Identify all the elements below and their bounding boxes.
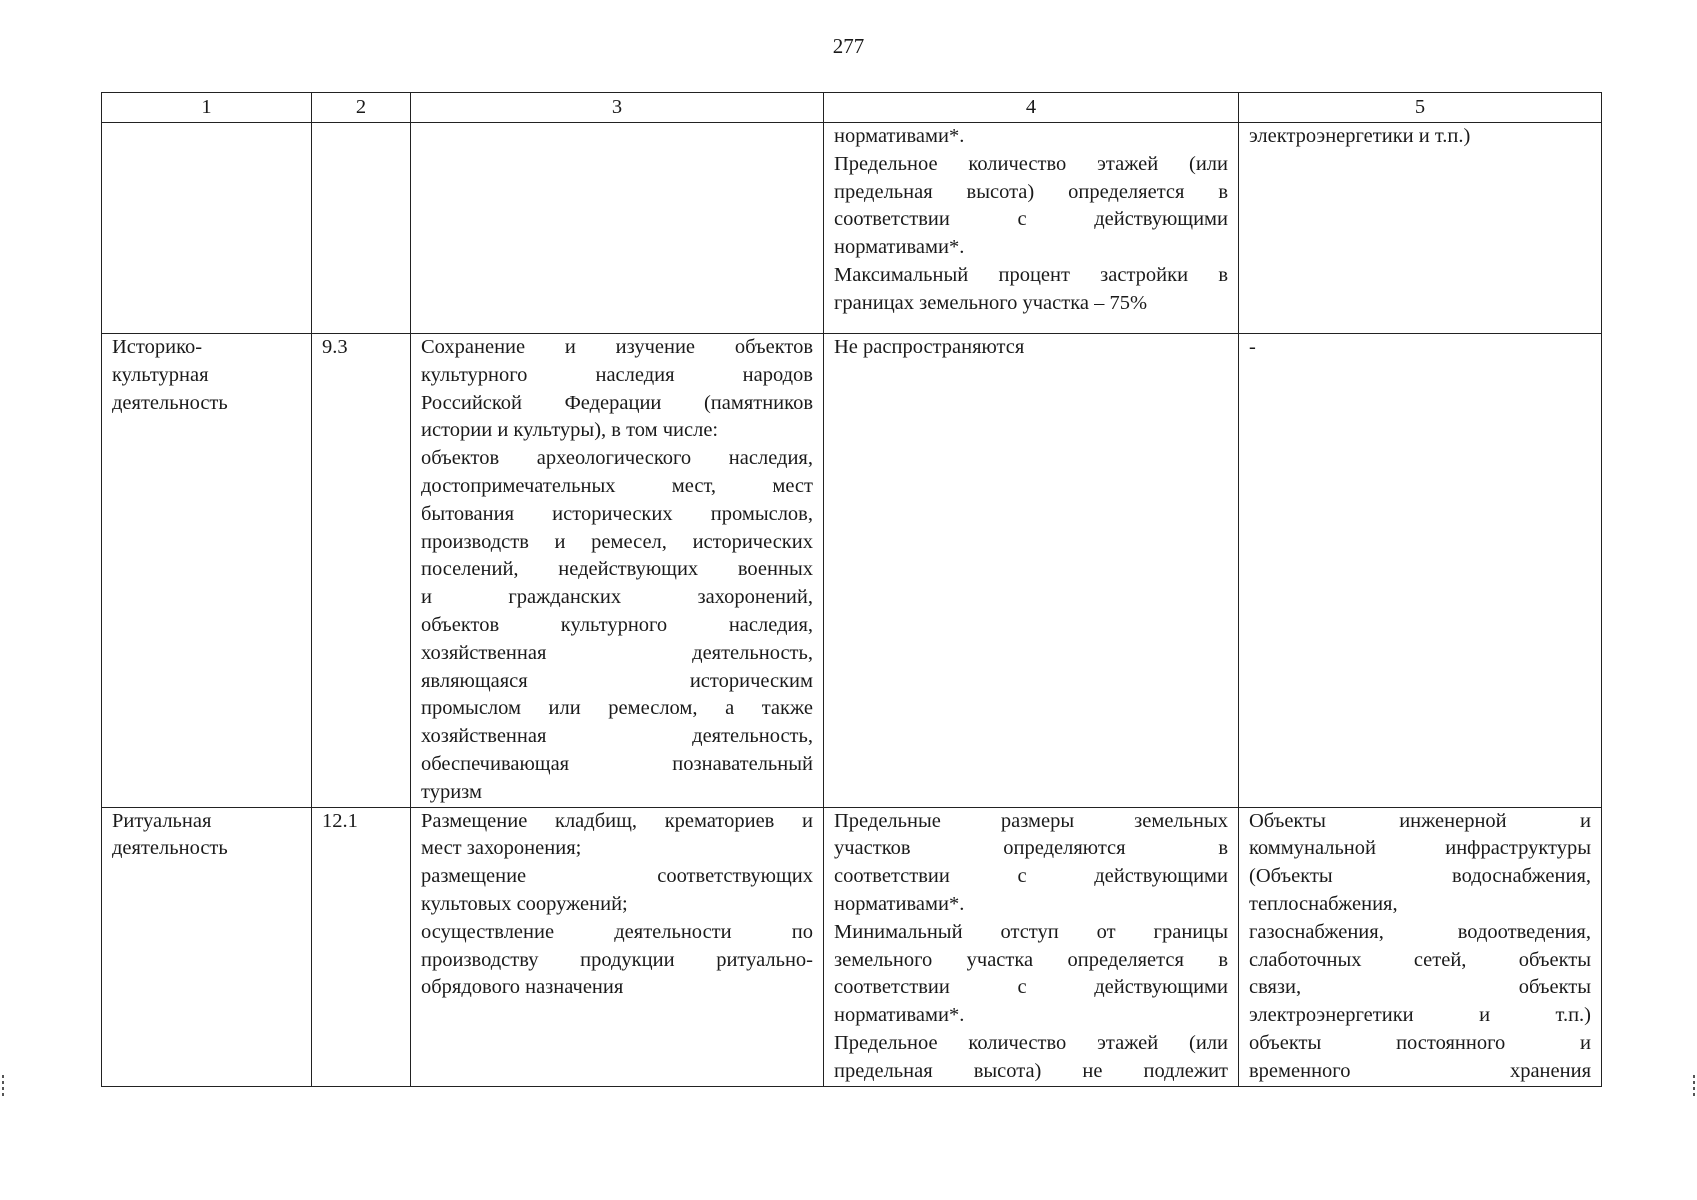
use-type-cell bbox=[102, 123, 312, 334]
parameters-cell bbox=[824, 123, 1239, 334]
text-line: Максимальный процент застройки в bbox=[834, 263, 1228, 286]
text-line: нормативами*. bbox=[834, 1004, 965, 1027]
text-line: предельная высота) не подлежит bbox=[834, 1059, 1228, 1082]
text-line: участков определяются в bbox=[834, 837, 1228, 860]
column-header-1: 1 bbox=[102, 93, 312, 123]
use-description-cell bbox=[411, 334, 824, 808]
use-code-cell: 9.3 bbox=[312, 334, 411, 808]
infrastructure-cell: - bbox=[1239, 334, 1602, 808]
text-line: газоснабжения, водоотведения, bbox=[1249, 920, 1591, 943]
table-row-continuation bbox=[102, 123, 1602, 334]
text-line: Предельные размеры земельных bbox=[834, 809, 1228, 832]
text-line: Предельное количество этажей (или bbox=[834, 1031, 1228, 1054]
text-line: земельного участка определяется в bbox=[834, 948, 1228, 971]
text-line: промыслом или ремеслом, а также bbox=[421, 697, 813, 720]
text-line: электроэнергетики и т.п.) bbox=[1249, 1004, 1591, 1027]
text-line: деятельность bbox=[112, 837, 228, 860]
zoning-regulations-table bbox=[101, 92, 1602, 1087]
column-header-5: 5 bbox=[1239, 93, 1602, 123]
text-line: соответствии с действующими bbox=[834, 976, 1228, 999]
text-line: границах земельного участка – 75% bbox=[834, 291, 1148, 314]
text-line: производству продукции ритуально- bbox=[421, 948, 813, 971]
column-header-3: 3 bbox=[411, 93, 824, 123]
text-line: культурная bbox=[112, 363, 209, 386]
table-row-historical-cultural bbox=[102, 334, 1602, 808]
infrastructure-cell bbox=[1239, 807, 1602, 1086]
use-code-cell bbox=[312, 123, 411, 334]
text-line: Сохранение и изучение объектов bbox=[421, 336, 813, 358]
column-header-2: 2 bbox=[312, 93, 411, 123]
text-line: нормативами*. bbox=[834, 892, 965, 915]
text-line: нормативами*. bbox=[834, 236, 965, 259]
text-line: обеспечивающая познавательный bbox=[421, 752, 813, 775]
text-line: Российской Федерации (памятников bbox=[421, 391, 813, 414]
table-header-row bbox=[102, 93, 1602, 123]
infrastructure-cell bbox=[1239, 123, 1602, 334]
use-code-cell: 12.1 bbox=[312, 807, 411, 1086]
text-line: соответствии с действующими bbox=[834, 208, 1228, 231]
text-line: истории и культуры), в том числе: bbox=[421, 419, 719, 442]
text-line: объектов археологического наследия, bbox=[421, 447, 813, 470]
text-line: являющаяся историческим bbox=[421, 669, 813, 692]
text-line: мест захоронения; bbox=[421, 837, 582, 860]
text-line: электроэнергетики и т.п.) bbox=[1249, 125, 1471, 147]
table-row-ritual bbox=[102, 807, 1602, 1086]
parameters-cell: Не распространяются bbox=[824, 334, 1239, 808]
page-number: 277 bbox=[832, 34, 865, 58]
text-line: поселений, недействующих военных bbox=[421, 558, 813, 581]
text-line: нормативами*. bbox=[834, 125, 965, 147]
use-type-cell bbox=[102, 807, 312, 1086]
text-line: обрядового назначения bbox=[421, 976, 624, 999]
use-type-cell bbox=[102, 334, 312, 808]
text-line: хозяйственная деятельность, bbox=[421, 641, 813, 664]
text-line: производств и ремесел, исторических bbox=[421, 530, 813, 553]
text-line: Объекты инженерной и bbox=[1249, 809, 1591, 832]
text-line: размещение соответствующих bbox=[421, 865, 813, 888]
text-line: предельная высота) определяется в bbox=[834, 180, 1228, 203]
text-line: осуществление деятельности по bbox=[421, 920, 813, 943]
text-line: и гражданских захоронений, bbox=[421, 586, 813, 609]
scan-edge-mark-right bbox=[1693, 1075, 1695, 1099]
text-line: объекты постоянного и bbox=[1249, 1031, 1591, 1054]
text-line: хозяйственная деятельность, bbox=[421, 725, 813, 748]
text-line: теплоснабжения, bbox=[1249, 892, 1398, 915]
column-header-4: 4 bbox=[824, 93, 1239, 123]
text-line: слаботочных сетей, объекты bbox=[1249, 948, 1591, 971]
text-line: (Объекты водоснабжения, bbox=[1249, 865, 1591, 888]
text-line: Историко- bbox=[112, 336, 203, 358]
text-line: достопримечательных мест, мест bbox=[421, 474, 813, 497]
scan-edge-mark-left bbox=[2, 1075, 4, 1099]
text-line: связи, объекты bbox=[1249, 976, 1591, 999]
text-line: временного хранения bbox=[1249, 1059, 1591, 1082]
text-line: культовых сооружений; bbox=[421, 892, 628, 915]
text-line: Размещение кладбищ, крематориев и bbox=[421, 809, 813, 832]
text-line: Минимальный отступ от границы bbox=[834, 920, 1228, 943]
use-description-cell bbox=[411, 807, 824, 1086]
text-line: деятельность bbox=[112, 391, 228, 414]
text-line: культурного наследия народов bbox=[421, 363, 813, 386]
text-line: Предельное количество этажей (или bbox=[834, 152, 1228, 175]
parameters-cell bbox=[824, 807, 1239, 1086]
text-line: бытования исторических промыслов, bbox=[421, 502, 813, 525]
text-line: соответствии с действующими bbox=[834, 865, 1228, 888]
text-line: Ритуальная bbox=[112, 809, 212, 832]
use-description-cell bbox=[411, 123, 824, 334]
text-line: туризм bbox=[421, 780, 482, 803]
text-line: объектов культурного наследия, bbox=[421, 613, 813, 636]
text-line: коммунальной инфраструктуры bbox=[1249, 837, 1591, 860]
